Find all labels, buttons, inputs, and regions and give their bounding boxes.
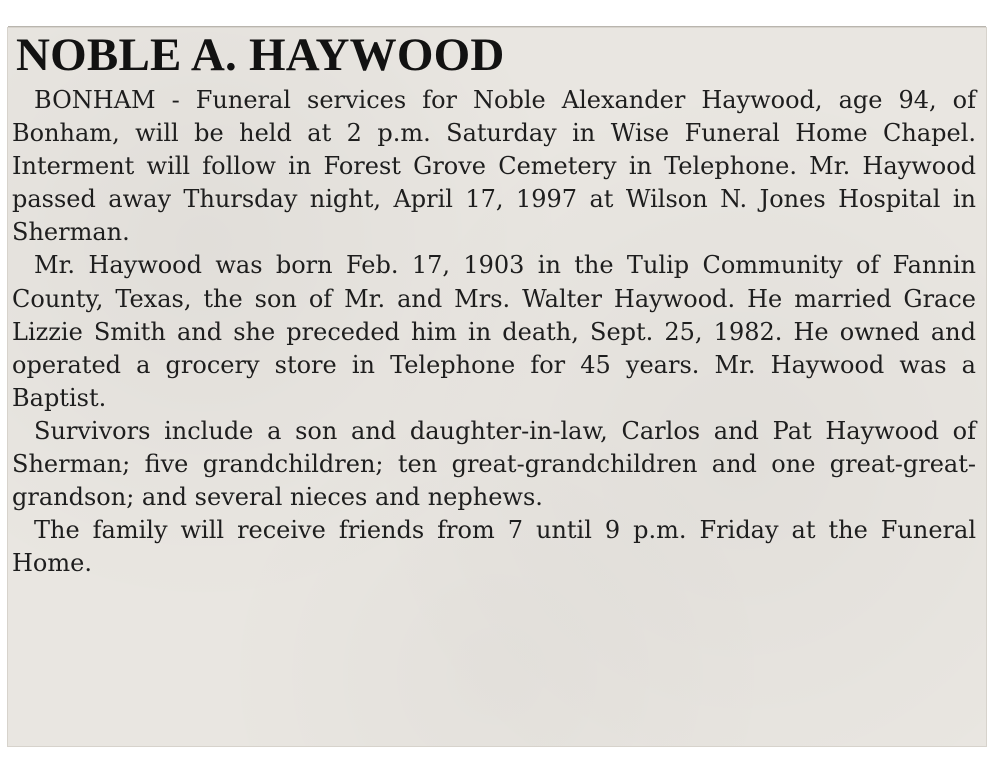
paragraph-funeral-services: BONHAM - Funeral services for Noble Alexander Haywood, age 94, of Bonham, will be held at 2 p.m. Saturday in Wise Funeral Home Chapel. Interment will follow in Forest Grove Cemetery in Telephone. Mr. Haywood passed away Thursday night, April 17, 1997 at Wilson N. Jones Hospital in Sherman.	[12, 86, 976, 247]
paragraph-survivors: Survivors include a son and daughter-in-law, Carlos and Pat Haywood of Sherman; five grandchildren; ten great-grandchildren and one great-great-grandson; and several nieces and nephews.	[12, 416, 976, 512]
obituary-body	[12, 84, 976, 580]
paragraph-visitation: The family will receive friends from 7 until 9 p.m. Friday at the Funeral Home.	[12, 516, 976, 578]
obituary-headline: NOBLE A. HAYWOOD	[16, 29, 505, 81]
paragraph-biography: Mr. Haywood was born Feb. 17, 1903 in the Tulip Community of Fannin County, Texas, the son of Mr. and Mrs. Walter Haywood. He married Grace Lizzie Smith and she preceded him in death, Sept. 25, 1982. He owned and operated a grocery store in Telephone for 45 years. Mr. Haywood was a Baptist.	[12, 251, 976, 412]
